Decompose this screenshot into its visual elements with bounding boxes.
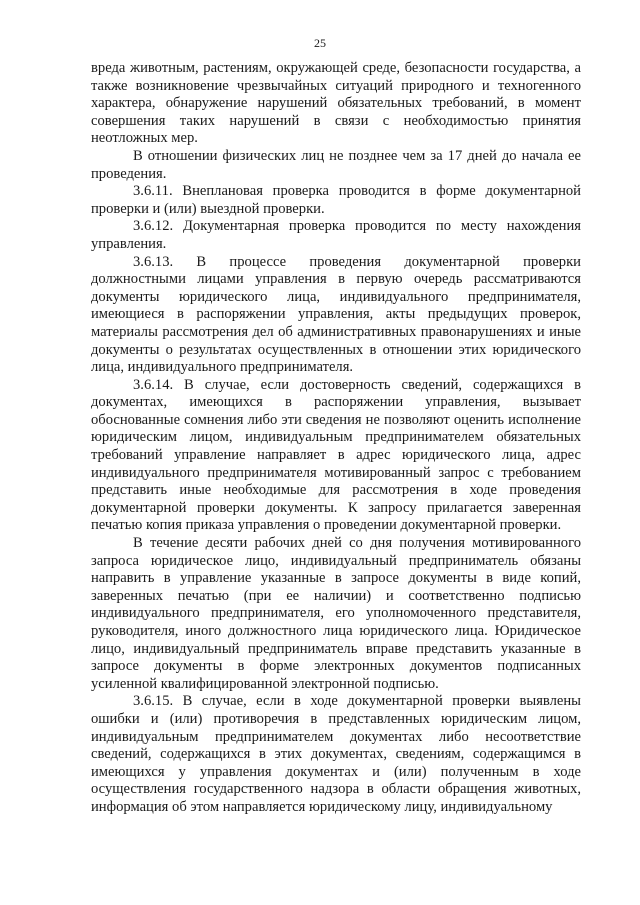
paragraph-3-6-14: 3.6.14. В случае, если достоверность сведений, содержащихся в документах, имеющихся в распоряжении управления, вызывает обоснованные сомнения либо эти сведения не позволяют оценить исполнение юридическим лицом, индивидуальным предпринимателем обязательных требований управление направляет в адрес юридического лица, адрес индивидуального предпринимателя мотивированный запрос с требованием представить иные необходимые для рассмотрения в ходе проведения документарной проверки документы. К запросу прилагается заверенная печатью копия приказа управления о проведении документарной проверки. [91,376,581,534]
paragraph-3-6-11: 3.6.11. Внеплановая проверка проводится в форме документарной проверки и (или) выездной проверки. [91,183,581,217]
page-number: 25 [314,36,326,50]
document-body [91,60,581,817]
paragraph-continuation: вреда животным, растениям, окружающей среде, безопасности государства, а также возникновение чрезвычайных ситуаций природного и техногенного характера, обнаружение нарушений обязательных требований, в момент совершения таких нарушений в связи с необходимостью принятия неотложных мер. [91,60,581,147]
paragraph-3-6-15: 3.6.15. В случае, если в ходе документарной проверки выявлены ошибки и (или) противоречия в представленных юридическим лицом, индивидуальным предпринимателем документах либо несоответствие сведений, содержащихся в этих документах, сведениям, содержащимся в имеющихся у управления документах и (или) полученным в ходе осуществления государственного надзора в области обращения животных, информация об этом направляется юридическому лицу, индивидуальному [91,693,581,815]
paragraph-3-6-13: 3.6.13. В процессе проведения документарной проверки должностными лицами управления в первую очередь рассматриваются документы юридического лица, индивидуального предпринимателя, имеющиеся в распоряжении управления, акты предыдущих проверок, материалы рассмотрения дел об административных правонарушениях и иные документы о результатах осуществленных в отношении этих юридического лица, индивидуального предпринимателя. [91,253,581,376]
paragraph-3-6-12: 3.6.12. Документарная проверка проводится по месту нахождения управления. [91,218,581,252]
paragraph-ten-days: В течение десяти рабочих дней со дня получения мотивированного запроса юридическое лицо, индивидуальный предприниматель обязаны направить в управление указанные в запросе документы в виде копий, заверенных печатью (при ее наличии) и соответственно подписью индивидуального предпринимателя, его уполномоченного представителя, руководителя, иного должностного лица юридического лица. Юридическое лицо, индивидуальный предприниматель вправе представить указанные в запросе документы в форме электронных документов подписанных усиленной квалифицированной электронной подписью. [91,535,581,692]
paragraph-individuals-notice: В отношении физических лиц не позднее чем за 17 дней до начала ее проведения. [91,147,581,182]
